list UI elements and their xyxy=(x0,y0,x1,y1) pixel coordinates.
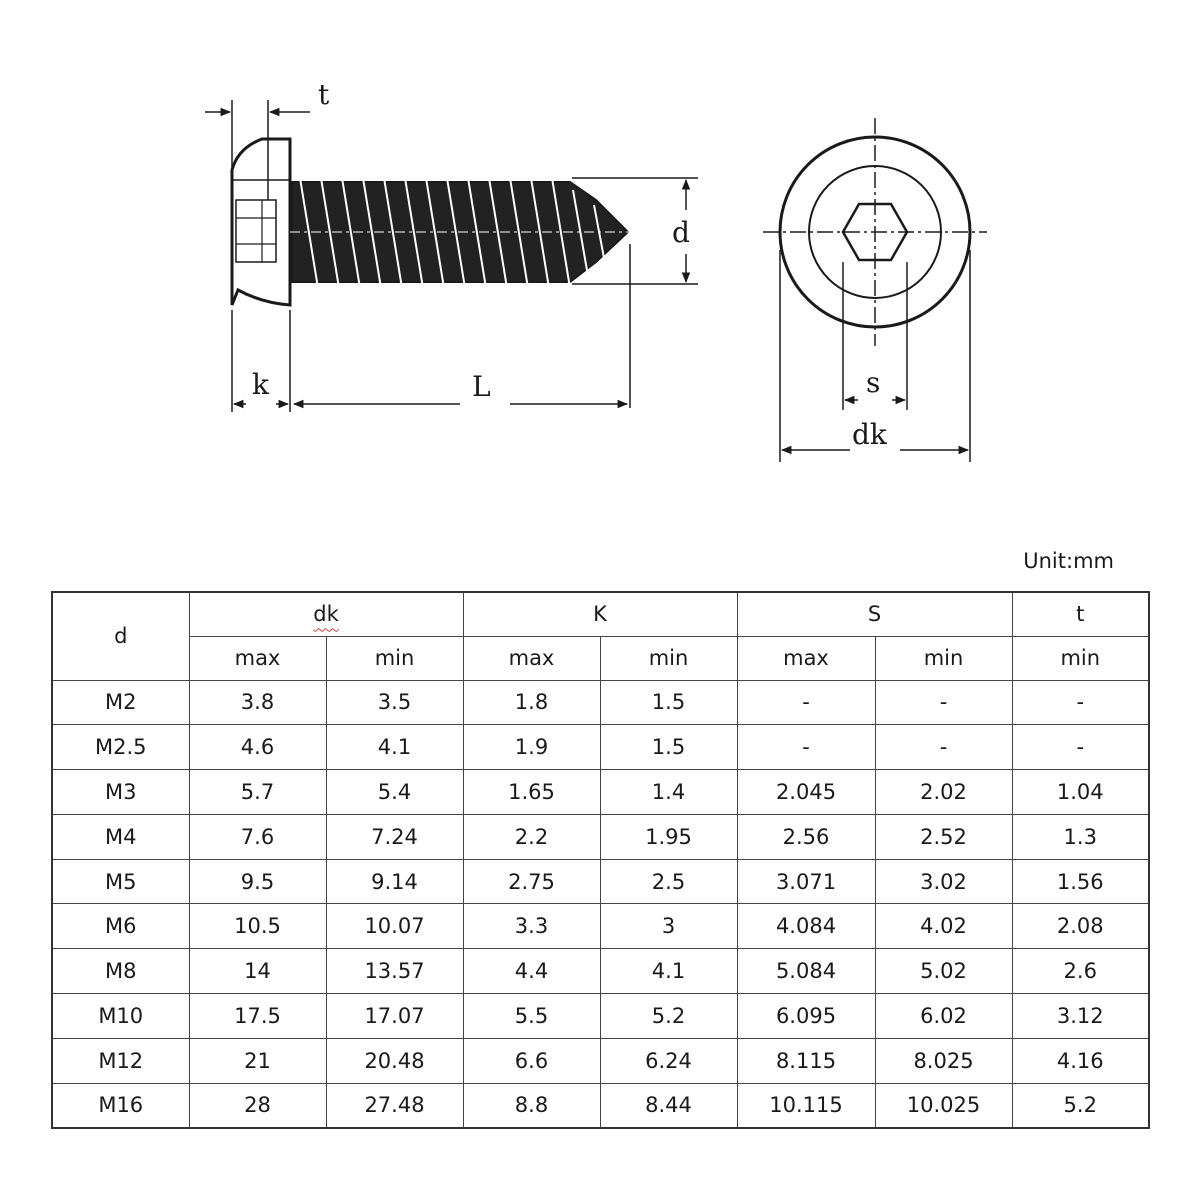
table-cell: 17.07 xyxy=(326,994,463,1039)
table-cell: 20.48 xyxy=(326,1038,463,1083)
table-cell: 6.24 xyxy=(600,1038,737,1083)
unit-label: Unit:mm xyxy=(1023,549,1114,573)
table-cell: 10.5 xyxy=(189,904,326,949)
table-cell: 4.1 xyxy=(326,725,463,770)
table-cell: - xyxy=(737,680,875,725)
label-d: d xyxy=(672,216,690,249)
table-cell: 2.08 xyxy=(1012,904,1149,949)
table-row xyxy=(52,680,1149,725)
table-cell: 1.95 xyxy=(600,814,737,859)
table-row xyxy=(52,1038,1149,1083)
header-dk-text: dk xyxy=(313,602,339,627)
label-dk: dk xyxy=(852,418,887,451)
table-cell: 5.084 xyxy=(737,949,875,994)
table-cell: 14 xyxy=(189,949,326,994)
table-cell: - xyxy=(875,725,1012,770)
table-cell: 10.025 xyxy=(875,1083,1012,1128)
table-row xyxy=(52,1083,1149,1128)
table-cell: 6.095 xyxy=(737,994,875,1039)
table-cell: 4.6 xyxy=(189,725,326,770)
screw-top-view xyxy=(763,118,987,346)
table-cell: 4.16 xyxy=(1012,1038,1149,1083)
table-cell: 10.07 xyxy=(326,904,463,949)
table-cell: 8.8 xyxy=(463,1083,600,1128)
table-cell: 3.071 xyxy=(737,859,875,904)
table-cell: 4.084 xyxy=(737,904,875,949)
subheader-k-max: max xyxy=(463,636,600,680)
table-cell: 3.3 xyxy=(463,904,600,949)
table-cell: 2.02 xyxy=(875,770,1012,815)
table-cell: M5 xyxy=(52,859,189,904)
table-cell: 1.3 xyxy=(1012,814,1149,859)
label-s: s xyxy=(866,366,881,399)
table-cell: 28 xyxy=(189,1083,326,1128)
table-cell: 3.5 xyxy=(326,680,463,725)
table-cell: 27.48 xyxy=(326,1083,463,1128)
table-cell: M8 xyxy=(52,949,189,994)
header-S: S xyxy=(737,592,1012,636)
table-cell: M16 xyxy=(52,1083,189,1128)
table-cell: 2.56 xyxy=(737,814,875,859)
table-cell: M12 xyxy=(52,1038,189,1083)
table-cell: 7.24 xyxy=(326,814,463,859)
table-cell: 1.4 xyxy=(600,770,737,815)
table-cell: 1.56 xyxy=(1012,859,1149,904)
screw-side-view xyxy=(232,139,636,305)
table-cell: M3 xyxy=(52,770,189,815)
table-cell: 7.6 xyxy=(189,814,326,859)
table-cell: 17.5 xyxy=(189,994,326,1039)
table-cell: 6.02 xyxy=(875,994,1012,1039)
table-cell: 5.7 xyxy=(189,770,326,815)
subheader-t-min: min xyxy=(1012,636,1149,680)
table-cell: 4.4 xyxy=(463,949,600,994)
table-cell: 4.02 xyxy=(875,904,1012,949)
table-cell: 8.44 xyxy=(600,1083,737,1128)
table-cell: 1.5 xyxy=(600,725,737,770)
table-cell: 3.8 xyxy=(189,680,326,725)
table-cell: 1.65 xyxy=(463,770,600,815)
table-cell: M4 xyxy=(52,814,189,859)
table-cell: 9.5 xyxy=(189,859,326,904)
header-t: t xyxy=(1012,592,1149,636)
table-cell: 5.02 xyxy=(875,949,1012,994)
table-cell: 3.02 xyxy=(875,859,1012,904)
table-cell: 9.14 xyxy=(326,859,463,904)
table-cell: 1.04 xyxy=(1012,770,1149,815)
table-cell: 5.2 xyxy=(1012,1083,1149,1128)
header-dk xyxy=(189,592,463,636)
table-cell: 2.6 xyxy=(1012,949,1149,994)
table-cell: 8.025 xyxy=(875,1038,1012,1083)
table-cell: 13.57 xyxy=(326,949,463,994)
table-row xyxy=(52,725,1149,770)
table-cell: 8.115 xyxy=(737,1038,875,1083)
table-cell: M6 xyxy=(52,904,189,949)
table-cell: 1.5 xyxy=(600,680,737,725)
header-K: K xyxy=(463,592,737,636)
table-cell: 2.2 xyxy=(463,814,600,859)
dimension-spec-table xyxy=(51,591,1150,1129)
table-cell: 5.5 xyxy=(463,994,600,1039)
screw-head-outline xyxy=(232,139,290,305)
table-cell: - xyxy=(875,680,1012,725)
table-cell: 2.75 xyxy=(463,859,600,904)
table-cell: 6.6 xyxy=(463,1038,600,1083)
label-L: L xyxy=(472,370,491,403)
subheader-s-max: max xyxy=(737,636,875,680)
table-cell: - xyxy=(1012,680,1149,725)
label-k: k xyxy=(252,368,269,401)
table-row xyxy=(52,994,1149,1039)
label-t: t xyxy=(318,78,330,111)
subheader-dk-min: min xyxy=(326,636,463,680)
header-d: d xyxy=(52,592,189,680)
table-cell: 3.12 xyxy=(1012,994,1149,1039)
table-cell: M2 xyxy=(52,680,189,725)
table-cell: - xyxy=(737,725,875,770)
table-row xyxy=(52,859,1149,904)
table-row xyxy=(52,770,1149,815)
table-cell: M10 xyxy=(52,994,189,1039)
table-cell: 5.4 xyxy=(326,770,463,815)
table-cell: 10.115 xyxy=(737,1083,875,1128)
table-cell: 3 xyxy=(600,904,737,949)
table-cell: 2.045 xyxy=(737,770,875,815)
table-cell: 2.52 xyxy=(875,814,1012,859)
table-row xyxy=(52,949,1149,994)
table-cell: 5.2 xyxy=(600,994,737,1039)
subheader-dk-max: max xyxy=(189,636,326,680)
subheader-k-min: min xyxy=(600,636,737,680)
table-cell: M2.5 xyxy=(52,725,189,770)
subheader-s-min: min xyxy=(875,636,1012,680)
table-row xyxy=(52,904,1149,949)
table-cell: 21 xyxy=(189,1038,326,1083)
screw-technical-drawing xyxy=(0,0,1200,540)
table-cell: 1.9 xyxy=(463,725,600,770)
table-row xyxy=(52,814,1149,859)
table-cell: 2.5 xyxy=(600,859,737,904)
table-cell: - xyxy=(1012,725,1149,770)
table-cell: 1.8 xyxy=(463,680,600,725)
table-cell: 4.1 xyxy=(600,949,737,994)
